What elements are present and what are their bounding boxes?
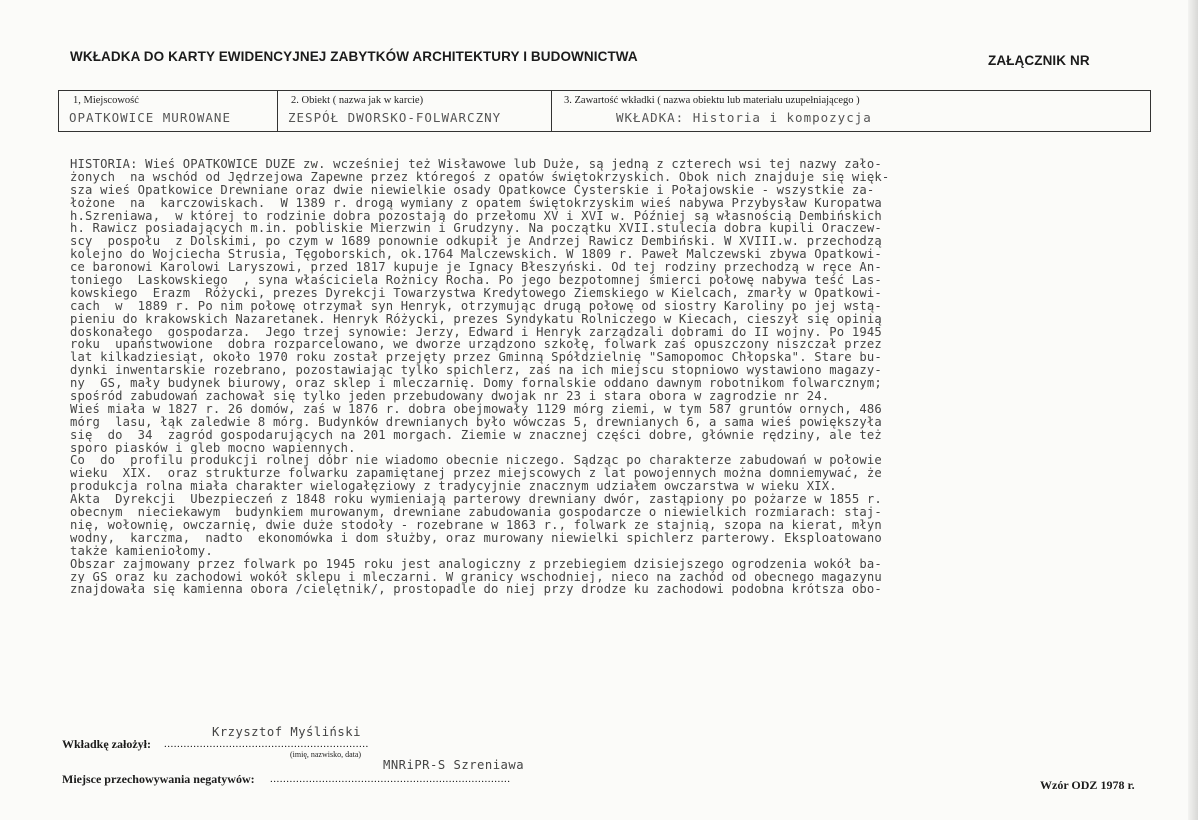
text-line: cach w 1889 r. Po nim połowę otrzymał syn Henryk, otrzymując drugą połowę od siostry Karoliny po jej wstą- [70,299,882,313]
text-line: doskonałego gospodarza. Jego trzej synowie: Jerzy, Edward i Henryk zarządzali dobrami do II wojny. Po 1945 [70,325,882,339]
attachment-label: ZAŁĄCZNIK NR [988,53,1090,68]
author-hint: (imię, nazwisko, data) [290,750,362,759]
text-line: Obszar zajmowany przez folwark po 1945 roku jest analogiczny z przebiegiem dzisiejszego ogrodzenia wokół ba- [70,557,882,571]
text-line: sporo piasków i gleb mocno wapiennych. [70,441,356,455]
text-line: HISTORIA: Wieś OPATKOWICE DUŻE zw. wcześniej też Wisławowe lub Duże, są jedną z czterech wsi tej nazwy zało- [70,158,882,171]
text-line: toniego Laskowskiego , syna właściciela Rożnicy Rocha. Po jego bezpotomnej śmierci połowę nabywa teść Las- [70,274,882,287]
text-line: produkcja rolna miała charakter wielogałęziowy z tradycyjnie znacznym udziałem owczarstwa w wieku XIX. [70,480,837,494]
author-label: Wkładkę założył: [62,737,151,751]
content-cell [551,91,1150,131]
text-line: Akta Dyrekcji Ubezpieczeń z 1848 roku wymieniają parterowy drewniany dwór, zastąpiony po pożarze w 1855 r. [70,493,882,507]
text-line: obecnym nieciekawym budynkiem murowanym, drewniane zabudowania gospodarcze o niewielkich rozmiarach: staj- [70,506,882,519]
fields-table [58,90,1151,132]
text-line: ny GS, mały budynek biurowy, oraz sklep i mleczarnię. Domy fornalskie oddano dawnym robotnikom folwarcznym; [70,377,882,391]
history-text [70,158,1138,596]
text-line: h.Szreniawa, w której to rodzinie dobra pozostają do przełomu XV i XVI w. Później są własnością Dembińskich [70,209,882,223]
content-label: 3. Zawartość wkładki ( nazwa obiektu lub materiału uzupełniającego ) [564,95,860,106]
text-line: scy pospołu z Dolskimi, po czym w 1689 ponownie odkupił je Andrzej Rawicz Dembiński. W XVIII.w. przechodzą [70,235,882,249]
text-line: ce baronowi Karolowi Laryszowi, przed 1817 kupuje je Ignacy Błeszyński. Od tej rodziny przechodzą w ręce An- [70,261,882,275]
locality-cell [59,91,277,131]
text-line: dynki inwentarskie rozebrano, pozostawiając tylko spichlerz, zaś na ich miejscu stopniowo wystawiono magazy- [70,364,882,378]
object-label: 2. Obiekt ( nazwa jak w karcie) [291,95,424,106]
storage-dotted-line: .......................................................................... [270,773,511,785]
text-line: h. Rawicz posiadających m.in. pobliskie Mierzwin i Grudzyny. Na początku XVII.stulecia dobra kupili Oraczew- [70,222,882,236]
text-line: pieniu do krakowskich Nazaretanek. Henryk Różycki, prezes Syndykatu Rolniczego w Kiecach, cieszył się opinią [70,312,882,326]
form-version: Wzór ODZ 1978 r. [1040,778,1135,792]
text-line: łożone na karczowiskach. W 1389 r. drogą wymiany z opatem świętokrzyskim wieś nabywa Przybysław Kuropatwa [70,196,882,210]
content-value: WKŁADKA: Historia i kompozycja [616,110,872,125]
text-line: Co do profilu produkcji rolnej dóbr nie wiadomo obecnie niczego. Sądząc po charakterze zabudowań w połowie [70,454,882,468]
text-line: wodny, karczma, nadto ekonomówka i dom służby, oraz murowany niewielki spichlerz parterowy. Eksploatowano [70,531,882,545]
text-line: lat kilkadziesiąt, około 1970 roku został przejęty przez Gminną Spółdzielnię "Samopomoc Chłopska". Stare bu- [70,351,882,365]
text-line: żonych na wschód od Jędrzejowa Zapewne przez któregoś z opatów świętokrzyskich. Obok nich znajduje się więk- [70,170,890,184]
text-line: nię, wołownię, owczarnię, dwie duże stodoły - rozebrane w 1863 r., folwark ze stajnią, szopa na kierat, młyn [70,518,882,532]
object-value: ZESPÓŁ DWORSKO-FOLWARCZNY [288,110,502,125]
text-line: wieku XIX. oraz strukturze folwarku zapamiętanej przez miejscowych z lat powojennych można domniemywać, że [70,467,882,481]
text-line: sza wieś Opatkowice Drewniane oraz dwie niewielkie osady Opatkowce Cysterskie i Połajowskie - wszystkie za- [70,183,875,197]
object-cell [277,91,551,131]
text-line: kowskiego Erazm Różycki, prezes Dyrekcji Towarzystwa Kredytowego Ziemskiego w Kielcach, zmarły w Opatkowi- [70,286,882,300]
locality-value: OPATKOWICE MUROWANE [69,110,231,125]
text-line: się do 34 zagród gospodarujących na 201 morgach. Ziemie w znacznej części dobre, głównie rędziny, ale też [70,428,882,442]
text-line: mórg lasu, łąk zaledwie 8 mórg. Budynków drewnianych było wówczas 5, drewnianych 6, a sama wieś powiększyła [70,415,882,429]
storage-value: MNRiPR-S Szreniawa [383,758,525,772]
text-line: spośród zabudowań zachował się tylko jeden przebudowany dwojak nr 23 i stara obora w zagrodzie nr 24. [70,390,830,403]
locality-label: 1, Miejscowość [73,95,139,106]
text-line: roku upaństwowione dobra rozparcelowano, we dworze urządzono szkołę, folwark zaś opuszczony niszczał przez [70,338,882,352]
form-title: WKŁADKA DO KARTY EWIDENCYJNEJ ZABYTKÓW ARCHITEKTURY I BUDOWNICTWA [70,49,638,64]
text-line: zy GS oraz ku zachodowi wokół sklepu i mleczarni. W granicy wschodniej, nieco na zachód od obecnego magazynu [70,570,882,584]
text-line: Wieś miała w 1827 r. 26 domów, zaś w 1876 r. dobra obejmowały 1129 mórg ziemi, w tym 587 gruntów ornych, 486 [70,402,882,416]
text-line: znajdowała się kamienna obora /cielętnik/, prostopadle do niej przy drodze ku zachodowi podobna krótsza obo- [70,583,882,597]
author-dotted-line: ............................................................... [164,738,369,750]
text-line: kolejno do Wojciecha Strusia, Tęgoborskich, ok.1764 Malczewskich. W 1809 r. Paweł Malczewski zbywa Opatkowi- [70,248,882,262]
storage-label: Miejsce przechowywania negatywów: [62,772,255,786]
text-line: także kamieniołomy. [70,544,213,558]
page-edge-shadow [1188,0,1198,820]
author-name: Krzysztof Myśliński [212,725,361,739]
